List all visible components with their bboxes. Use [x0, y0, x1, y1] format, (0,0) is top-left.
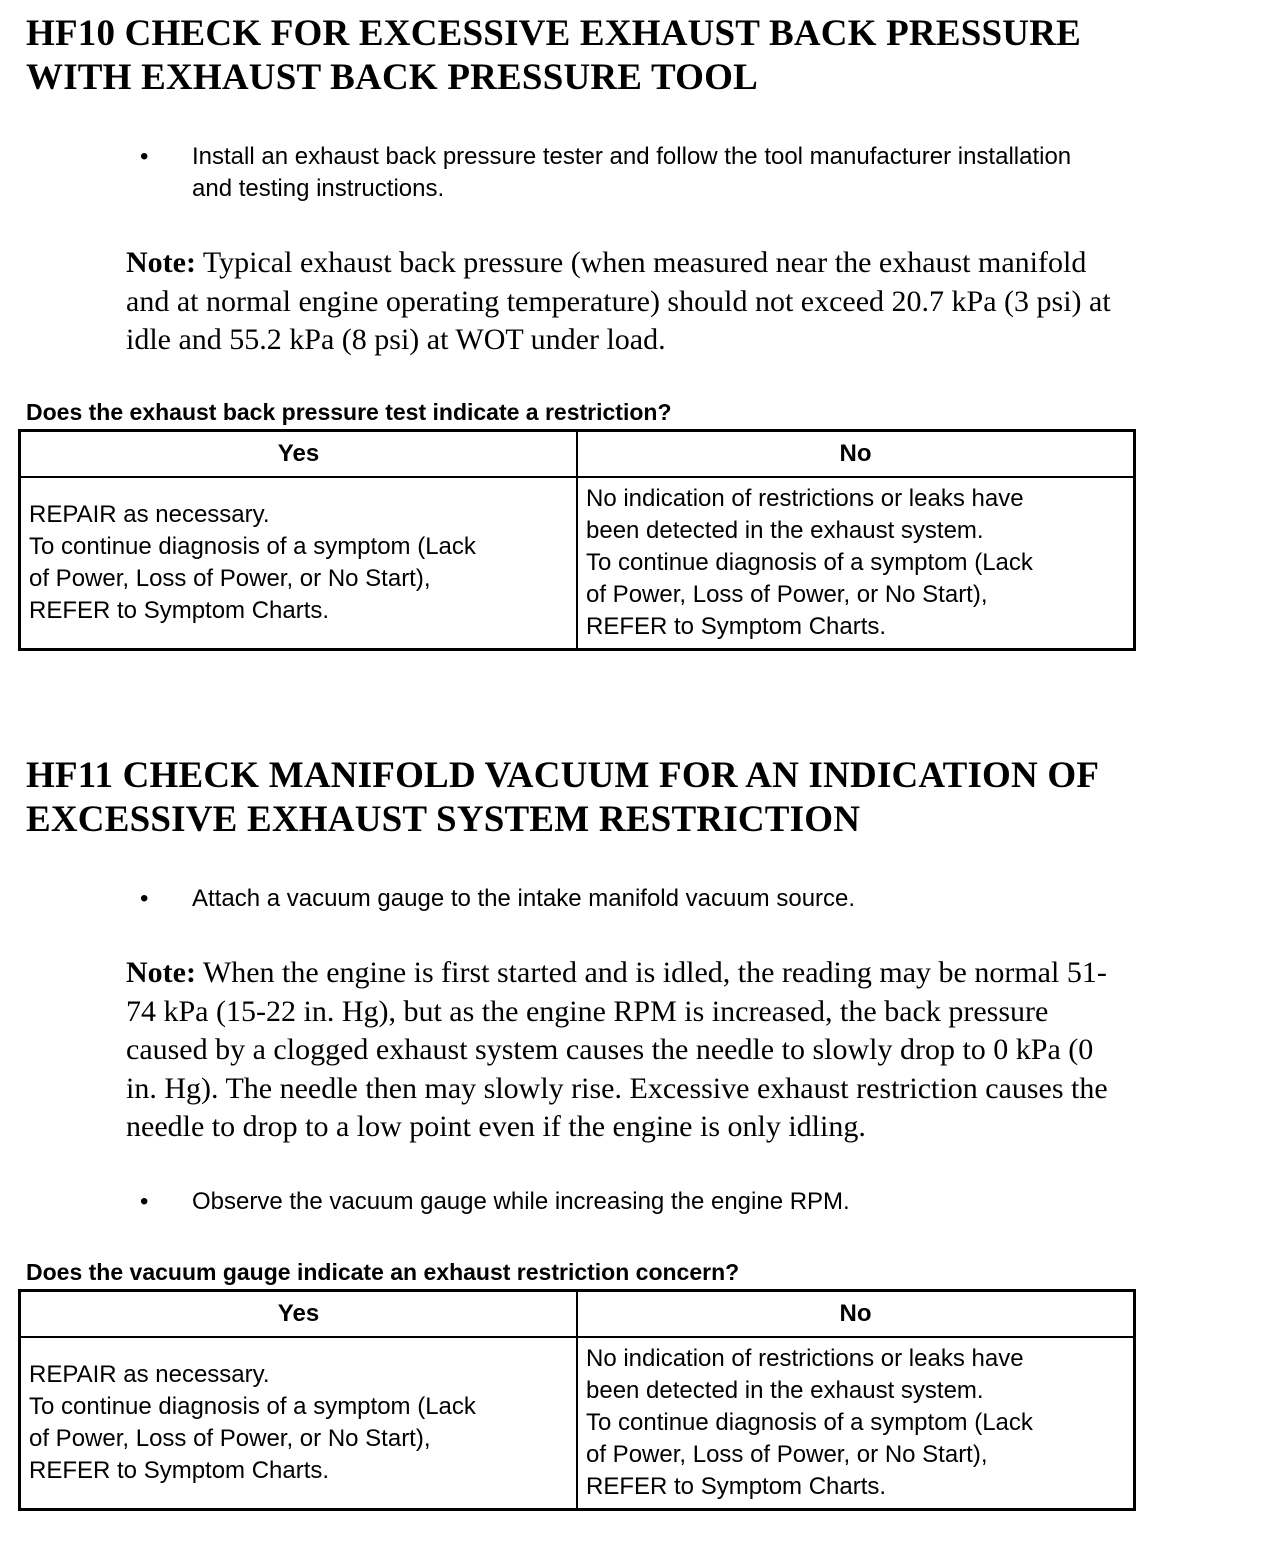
section-heading-hf11 [26, 754, 1226, 842]
heading-line: HF10 CHECK FOR EXCESSIVE EXHAUST BACK PRESSURE [26, 13, 1081, 54]
yes-no-table-hf10 [18, 429, 1136, 651]
heading-line: WITH EXHAUST BACK PRESSURE TOOL [26, 57, 759, 98]
instruction-bullet-install-tester [140, 141, 1220, 205]
no-cell: No indication of restrictions or leaks have been detected in the exhaust system. To continue diagnosis of a symptom (Lack of Power, Loss of Power, or No Start), REFER to Symptom Charts. [577, 477, 1135, 650]
yes-cell: REPAIR as necessary. To continue diagnosis of a symptom (Lack of Power, Loss of Power, or No Start), REFER to Symptom Charts. [20, 477, 578, 650]
no-header: No [577, 431, 1135, 478]
note-manifold-vacuum: Note: When the engine is first started and is idled, the reading may be normal 51- 74 kPa (15-22 in. Hg), but as the engine RPM is increased, the back pressure caused by a clogged exhaust system causes the needle to slowly drop to 0 kPa (0 in. Hg). The needle then may slowly rise. Excessive exhaust restriction causes the needle to drop to a low point even if the engine is only idling. [126, 956, 1108, 1143]
instruction-bullet-observe-gauge [140, 1186, 1220, 1218]
bullet-text: Install an exhaust back pressure tester and follow the tool manufacturer installation and testing instructions. [192, 143, 1072, 202]
bullet-text: Observe the vacuum gauge while increasing the engine RPM. [192, 1188, 850, 1215]
note-back-pressure: Note: Typical exhaust back pressure (when measured near the exhaust manifold and at normal engine operating temperature) should not exceed 20.7 kPa (3 psi) at idle and 55.2 kPa (8 psi) at WOT under load. [126, 246, 1111, 356]
no-header: No [577, 1291, 1135, 1338]
yes-cell: REPAIR as necessary. To continue diagnosis of a symptom (Lack of Power, Loss of Power, or No Start), REFER to Symptom Charts. [20, 1337, 578, 1510]
note-label: Note: [126, 246, 196, 279]
yes-header: Yes [20, 1291, 578, 1338]
section-heading-hf10 [26, 12, 1226, 100]
heading-line: HF11 CHECK MANIFOLD VACUUM FOR AN INDICATION OF [26, 755, 1100, 796]
table-header-row [20, 431, 1135, 478]
heading-line: EXCESSIVE EXHAUST SYSTEM RESTRICTION [26, 799, 861, 840]
table-row [20, 477, 1135, 650]
table-row [20, 1337, 1135, 1510]
yes-header: Yes [20, 431, 578, 478]
bullet-icon: • [140, 143, 149, 170]
question-back-pressure: Does the exhaust back pressure test indicate a restriction? [26, 399, 672, 425]
bullet-icon: • [140, 1188, 149, 1215]
instruction-bullet-attach-gauge [140, 883, 1220, 915]
bullet-text: Attach a vacuum gauge to the intake manifold vacuum source. [192, 885, 856, 912]
yes-no-table-hf11 [18, 1289, 1136, 1511]
table-header-row [20, 1291, 1135, 1338]
question-vacuum-gauge: Does the vacuum gauge indicate an exhaust restriction concern? [26, 1259, 740, 1285]
note-label: Note: [126, 956, 196, 989]
no-cell: No indication of restrictions or leaks have been detected in the exhaust system. To continue diagnosis of a symptom (Lack of Power, Loss of Power, or No Start), REFER to Symptom Charts. [577, 1337, 1135, 1510]
bullet-icon: • [140, 885, 149, 912]
